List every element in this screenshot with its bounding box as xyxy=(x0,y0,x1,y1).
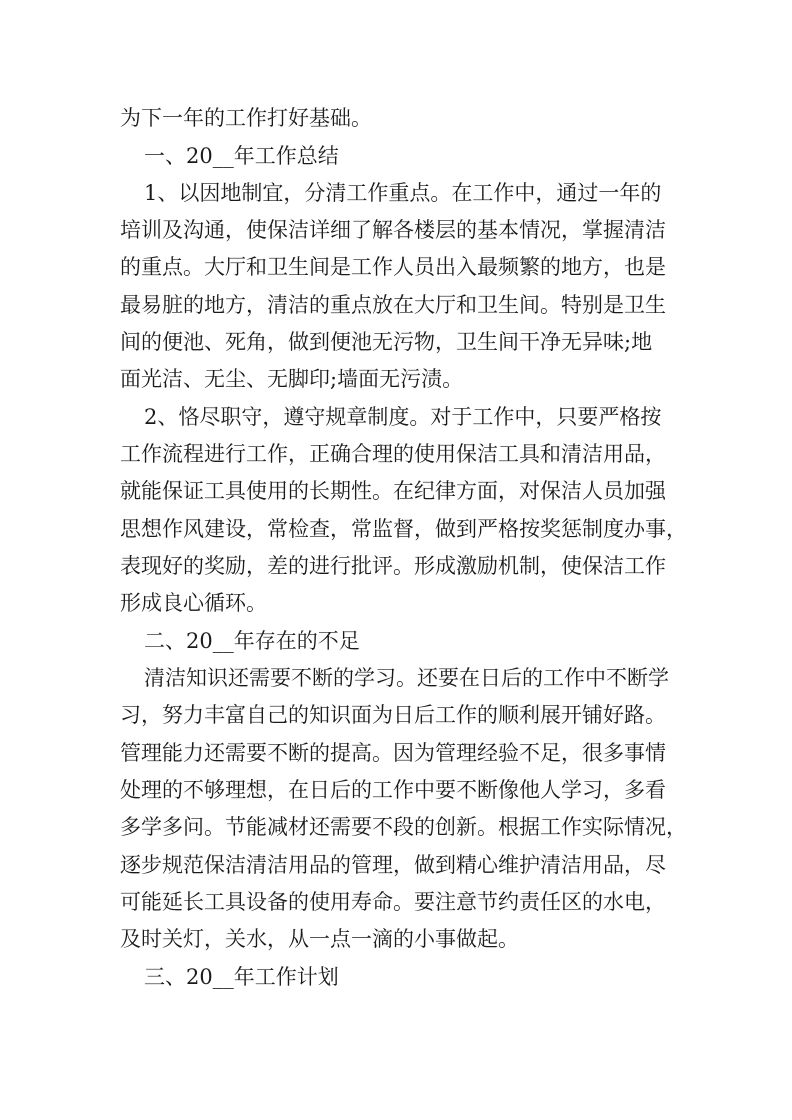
text-line: 培训及沟通，使保洁详细了解各楼层的基本情况，掌握清洁 xyxy=(120,218,666,242)
text-line: 可能延长工具设备的使用寿命。要注意节约责任区的水电， xyxy=(120,890,666,914)
text-line: 表现好的奖励，差的进行批评。形成激励机制，使保洁工作 xyxy=(120,554,666,578)
section-heading: 二、20__年存在的不足 xyxy=(144,629,360,653)
section-heading: 三、20__年工作计划 xyxy=(144,965,339,989)
text-line: 工作流程进行工作，正确合理的使用保洁工具和清洁用品， xyxy=(120,442,666,466)
text-line: 思想作风建设，常检查，常监督，做到严格按奖惩制度办事， xyxy=(120,517,687,541)
text-line: 多学多问。节能减材还需要不段的创新。根据工作实际情况， xyxy=(120,815,687,839)
text-line: 逐步规范保洁清洁用品的管理，做到精心维护清洁用品，尽 xyxy=(120,853,666,877)
text-line: 最易脏的地方，清洁的重点放在大厅和卫生间。特别是卫生 xyxy=(120,293,666,317)
text-line: 形成良心循环。 xyxy=(120,591,267,615)
section-heading: 一、20__年工作总结 xyxy=(144,144,339,168)
text-line: 为下一年的工作打好基础。 xyxy=(120,106,372,130)
text-line: 管理能力还需要不断的提高。因为管理经验不足，很多事情 xyxy=(120,741,666,765)
text-line: 的重点。大厅和卫生间是工作人员出入最频繁的地方，也是 xyxy=(120,255,666,279)
text-line: 2、恪尽职守，遵守规章制度。对于工作中，只要严格按 xyxy=(144,405,662,429)
text-line: 处理的不够理想，在日后的工作中要不断像他人学习，多看 xyxy=(120,778,666,802)
text-line: 及时关灯，关水，从一点一滴的小事做起。 xyxy=(120,927,519,951)
text-line: 间的便池、死角，做到便池无污物，卫生间干净无异味;地 xyxy=(120,330,653,354)
text-line: 清洁知识还需要不断的学习。还要在日后的工作中不断学 xyxy=(144,666,669,690)
text-line: 面光洁、无尘、无脚印;墙面无污渍。 xyxy=(120,367,464,391)
text-line: 就能保证工具使用的长期性。在纪律方面，对保洁人员加强 xyxy=(120,479,666,503)
text-line: 习，努力丰富自己的知识面为日后工作的顺利展开铺好路。 xyxy=(120,703,666,727)
text-line: 1、以因地制宜，分清工作重点。在工作中，通过一年的 xyxy=(144,181,662,205)
